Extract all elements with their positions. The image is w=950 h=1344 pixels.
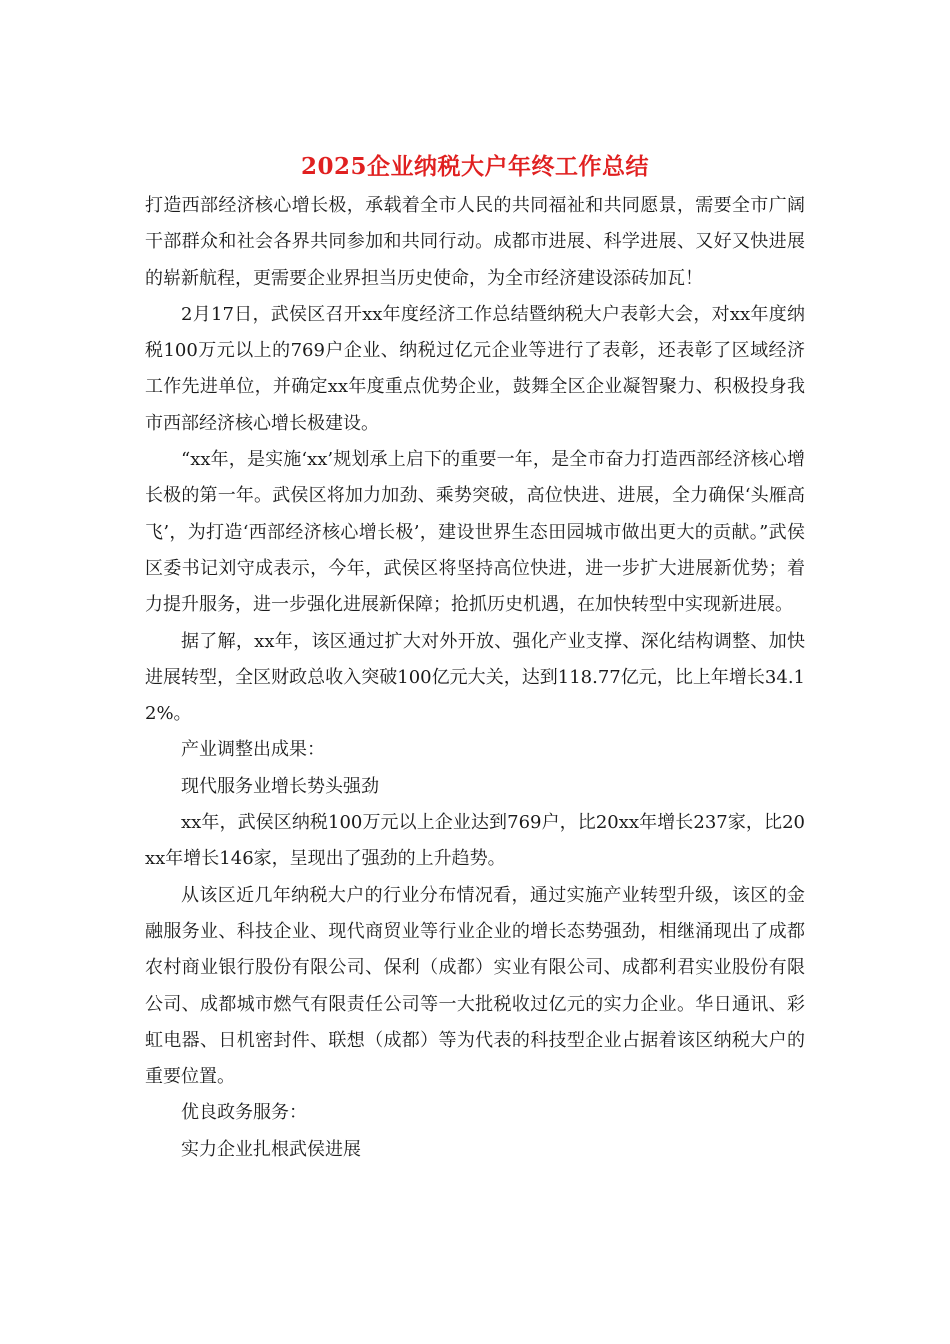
document-title: 2025企业纳税大户年终工作总结	[300, 153, 649, 180]
paragraph-industry-distribution: 从该区近几年纳税大户的行业分布情况看，通过实施产业转型升级，该区的金融服务业、科技企业、现代商贸业等行业企业的增长态势强劲，相继涌现出了成都农村商业银行股份有限公司、保利（成都）实业有限公司、成都利君实业股份有限公司、成都城市燃气有限责任公司等一大批税收过亿元的实力企业。华日通讯、彩虹电器、日机密封件、联想（成都）等为代表的科技型企业占据着该区纳税大户的重要位置。	[145, 884, 805, 1088]
section-heading-industry: 产业调整出成果：	[181, 739, 325, 761]
subheading-enterprise-rooted: 实力企业扎根武侯进展	[181, 1138, 361, 1160]
paragraph-enterprise-count: xx年，武侯区纳税100万元以上企业达到769户，比20xx年增长237家，比20xx年增长146家，呈现出了强劲的上升趋势。	[145, 812, 805, 870]
paragraph-intro: 打造西部经济核心增长极，承载着全市人民的共同福祉和共同愿景，需要全市广阔干部群众和社会各界共同参加和共同行动。成都市进展、科学进展、又好又快进展的崭新航程，更需要企业界担当历史使命，为全市经济建设添砖加瓦！	[145, 195, 805, 289]
paragraph-quote: “xx年，是实施‘xx’规划承上启下的重要一年，是全市奋力打造西部经济核心增长极的第一年。武侯区将加力加劲、乘势突破，高位快进、进展，全力确保‘头雁高飞’，为打造‘西部经济核心增长极’，建设世界生态田园城市做出更大的贡献。”武侯区委书记刘守成表示，今年，武侯区将坚持高位快进，进一步扩大进展新优势；着力提升服务，进一步强化进展新保障；抢抓历史机遇，在加快转型中实现新进展。	[145, 449, 805, 616]
document-page	[145, 150, 805, 1168]
section-heading-government-service: 优良政务服务：	[181, 1102, 307, 1124]
subheading-service-growth: 现代服务业增长势头强劲	[181, 775, 379, 797]
paragraph-revenue: 据了解，xx年，该区通过扩大对外开放、强化产业支撑、深化结构调整、加快进展转型，全区财政总收入突破100亿元大关，达到118.77亿元，比上年增长34.12%。	[145, 630, 805, 725]
paragraph-meeting: 2月17日，武侯区召开xx年度经济工作总结暨纳税大户表彰大会，对xx年度纳税100万元以上的769户企业、纳税过亿元企业等进行了表彰，还表彰了区域经济工作先进单位，并确定xx年度重点优势企业，鼓舞全区企业凝智聚力、积极投身我市西部经济核心增长极建设。	[145, 303, 805, 434]
